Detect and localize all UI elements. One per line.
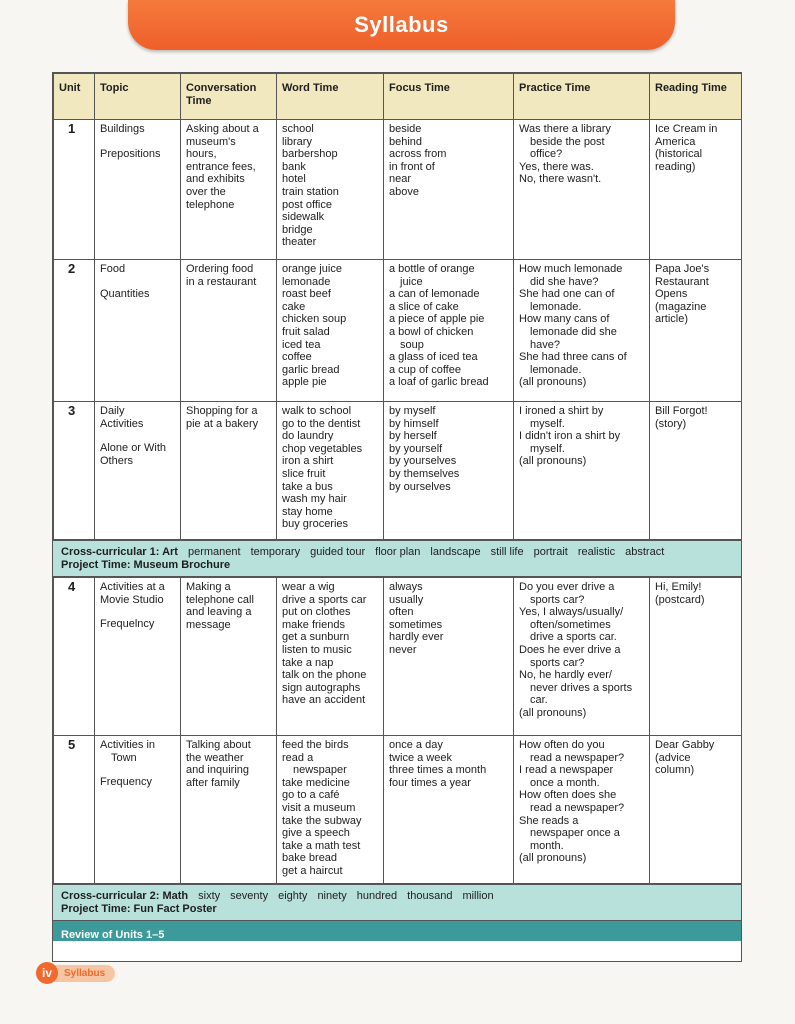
conversation-line: the weather [186, 751, 244, 764]
conversation-line: message [186, 618, 231, 631]
reading-line: America [655, 135, 696, 148]
word-line: go to the dentist [282, 417, 361, 430]
reading-line: Dear Gabby [655, 739, 715, 751]
focus-line: three times a month [389, 764, 487, 777]
conversation-cell [181, 260, 277, 402]
word-cell [277, 736, 384, 884]
word-line: get a sunburn [282, 631, 350, 644]
syllabus-table [52, 72, 742, 962]
cross-curricular-1 [53, 540, 741, 577]
header-topic: Topic [95, 74, 181, 120]
word-line: bake bread [282, 852, 338, 865]
cross2-word: hundred [356, 890, 398, 902]
conversation-line: Ordering food [186, 263, 254, 275]
cross1-word: abstract [625, 546, 665, 558]
reading-line: Bill Forgot! [655, 405, 708, 417]
practice-line: (all pronouns) [519, 852, 587, 865]
header-reading: Reading Time [650, 74, 742, 120]
focus-line: near [389, 173, 412, 186]
conversation-line: pie at a bakery [186, 417, 259, 430]
cross1-words [178, 546, 664, 558]
unit-number: 1 [54, 120, 95, 260]
word-line: theater [282, 236, 317, 249]
reading-cell [650, 736, 742, 884]
footer-label: Syllabus [48, 965, 115, 982]
topic-line: Alone or With [100, 442, 167, 455]
practice-cell [514, 402, 650, 540]
word-line: listen to music [282, 643, 352, 656]
reading-line: Opens [655, 288, 688, 301]
practice-line: beside the post [530, 135, 605, 148]
reading-line: Papa Joe's [655, 263, 710, 275]
focus-cell [384, 578, 514, 736]
reading-cell [650, 120, 742, 260]
focus-cell [384, 736, 514, 884]
practice-line: She had one can of [519, 288, 615, 301]
word-line: hotel [282, 173, 306, 186]
reading-cell [650, 578, 742, 736]
conversation-line: after family [186, 776, 240, 789]
practice-line: lemonade. [530, 363, 582, 376]
word-line: put on clothes [282, 606, 351, 619]
header-focus: Focus Time [384, 74, 514, 120]
practice-line: lemonade. [530, 300, 582, 313]
focus-line: often [389, 606, 414, 619]
conversation-line: Talking about [186, 739, 251, 751]
focus-line: a bottle of orange [389, 263, 475, 275]
focus-line: once a day [389, 739, 443, 751]
word-cell [277, 260, 384, 402]
unit-row [54, 120, 742, 260]
syllabus-grid [53, 73, 742, 540]
focus-line: by yourselves [389, 455, 457, 468]
reading-line: (magazine [655, 300, 707, 313]
word-line: bank [282, 160, 306, 173]
reading-cell [650, 402, 742, 540]
conversation-cell [181, 736, 277, 884]
topic-line: Activities at a [100, 581, 165, 593]
practice-cell [514, 120, 650, 260]
header-conversation: Conversation Time [181, 74, 277, 120]
title-banner [128, 0, 675, 50]
word-line: barbershop [282, 148, 338, 161]
conversation-line: Shopping for a [186, 405, 258, 417]
word-line: school [282, 123, 314, 135]
practice-line: car. [530, 694, 548, 707]
focus-line: a can of lemonade [389, 288, 480, 301]
practice-line: I read a newspaper [519, 764, 614, 777]
cross1-project: Project Time: Museum Brochure [61, 558, 231, 571]
word-line: walk to school [282, 405, 352, 417]
conversation-line: Asking about a [186, 123, 259, 135]
unit-row [54, 736, 742, 884]
header-practice: Practice Time [514, 74, 650, 120]
word-line: take medicine [282, 776, 350, 789]
word-line: take a nap [282, 656, 334, 669]
cross1-word: permanent [187, 546, 241, 558]
practice-line: myself. [530, 417, 565, 430]
conversation-line: and inquiring [186, 764, 249, 777]
practice-line: Yes, there was. [519, 160, 594, 173]
practice-line: (all pronouns) [519, 376, 587, 389]
word-line: coffee [282, 351, 312, 364]
topic-line: Daily [100, 405, 125, 417]
focus-line: hardly ever [389, 631, 444, 644]
page-title: Syllabus [354, 12, 449, 37]
practice-line: I ironed a shirt by [519, 405, 604, 417]
practice-line: never drives a sports [530, 681, 633, 694]
practice-line: lemonade did she [530, 325, 617, 338]
word-line: take the subway [282, 814, 362, 827]
cross2-word: ninety [317, 890, 347, 902]
header-word: Word Time [277, 74, 384, 120]
reading-line: article) [655, 313, 689, 326]
unit-row [54, 578, 742, 736]
unit-row [54, 402, 742, 540]
cross-curricular-2 [53, 884, 741, 921]
cross2-word: thousand [407, 890, 453, 902]
word-line: cake [282, 300, 306, 313]
practice-line: office? [530, 148, 563, 161]
word-line: go to a café [282, 789, 340, 802]
topic-cell [95, 260, 181, 402]
practice-line: sports car? [530, 593, 585, 606]
focus-line: soup [400, 338, 424, 351]
word-line: feed the birds [282, 739, 349, 751]
practice-line: Yes, I always/usually/ [519, 606, 624, 619]
word-line: buy groceries [282, 518, 349, 531]
word-line: bridge [282, 223, 313, 236]
practice-line: sports car? [530, 656, 585, 669]
word-line: chicken soup [282, 313, 347, 326]
cross2-word: sixty [198, 890, 221, 902]
topic-line: Town [111, 751, 137, 764]
practice-line: How often do you [519, 739, 605, 751]
practice-cell [514, 736, 650, 884]
reading-line: (advice [655, 751, 691, 764]
focus-line: by yourself [389, 442, 443, 455]
word-line: orange juice [282, 263, 342, 275]
word-line: stay home [282, 505, 333, 518]
focus-line: a cup of coffee [389, 363, 461, 376]
syllabus-grid-continued [53, 577, 742, 884]
word-line: take a bus [282, 480, 333, 493]
cross2-word: eighty [278, 890, 308, 902]
conversation-line: telephone call [186, 593, 254, 606]
practice-line: She reads a [519, 814, 579, 827]
reading-line: column) [655, 764, 695, 777]
word-line: fruit salad [282, 325, 330, 338]
topic-line: Frequelncy [100, 618, 155, 631]
practice-line: How much lemonade [519, 263, 623, 275]
word-line: slice fruit [282, 467, 326, 480]
cross2-word: seventy [230, 890, 269, 902]
unit-number: 2 [54, 260, 95, 402]
cross2-project: Project Time: Fun Fact Poster [61, 902, 217, 915]
word-line: talk on the phone [282, 669, 367, 682]
reading-line: (story) [655, 417, 687, 430]
topic-line: Activities [100, 417, 144, 430]
review-band: Review of Units 1–5 [53, 921, 741, 941]
word-line: sidewalk [282, 211, 325, 224]
reading-line: (historical [655, 148, 703, 161]
practice-line: (all pronouns) [519, 706, 587, 719]
topic-line: Movie Studio [100, 593, 164, 606]
practice-line: read a newspaper? [530, 751, 625, 764]
focus-line: a piece of apple pie [389, 313, 485, 326]
conversation-cell [181, 578, 277, 736]
word-line: library [282, 135, 312, 148]
word-line: iced tea [282, 338, 321, 351]
focus-cell [384, 402, 514, 540]
conversation-line: and exhibits [186, 173, 245, 186]
focus-line: above [389, 185, 419, 198]
focus-line: sometimes [389, 618, 443, 631]
word-line: wear a wig [282, 581, 335, 593]
word-line: give a speech [282, 827, 350, 840]
practice-line: newspaper once a [530, 827, 620, 840]
practice-line: once a month. [530, 776, 600, 789]
practice-line: have? [530, 338, 560, 351]
word-line: train station [282, 185, 339, 198]
practice-line: Was there a library [519, 123, 611, 135]
cross1-label: Cross-curricular 1: Art [61, 546, 178, 558]
cross1-word: landscape [430, 546, 481, 558]
practice-cell [514, 578, 650, 736]
word-line: read a [282, 751, 314, 764]
reading-line: Restaurant [655, 275, 709, 288]
word-line: do laundry [282, 430, 334, 443]
focus-line: juice [400, 275, 423, 288]
topic-cell [95, 120, 181, 260]
focus-line: a glass of iced tea [389, 351, 478, 364]
conversation-cell [181, 402, 277, 540]
cross2-label: Cross-curricular 2: Math [61, 890, 189, 902]
focus-line: by himself [389, 417, 439, 430]
topic-line: Others [100, 454, 134, 467]
cross1-word: guided tour [310, 546, 366, 558]
word-line: garlic bread [282, 363, 340, 376]
practice-line: drive a sports car. [530, 631, 617, 644]
focus-line: a bowl of chicken [389, 325, 474, 338]
cross2-word: million [462, 890, 494, 902]
topic-line: Buildings [100, 123, 145, 135]
reading-cell [650, 260, 742, 402]
cross1-word: portrait [533, 546, 568, 558]
practice-line: month. [530, 839, 564, 852]
focus-line: a slice of cake [389, 300, 459, 313]
header-unit: Unit [54, 74, 95, 120]
word-cell [277, 402, 384, 540]
conversation-line: telephone [186, 198, 235, 211]
word-cell [277, 120, 384, 260]
practice-line: How many cans of [519, 313, 610, 326]
conversation-line: museum's [186, 135, 236, 148]
practice-line: She had three cans of [519, 351, 627, 364]
focus-line: always [389, 581, 423, 593]
reading-line: (postcard) [655, 593, 705, 606]
focus-cell [384, 120, 514, 260]
focus-line: four times a year [389, 776, 471, 789]
practice-line: Does he ever drive a [519, 643, 621, 656]
focus-line: behind [389, 135, 423, 148]
word-cell [277, 578, 384, 736]
topic-line: Frequency [100, 776, 152, 789]
word-line: get a haircut [282, 864, 343, 877]
word-line: take a math test [282, 839, 361, 852]
page-number: iv [36, 962, 58, 984]
focus-line: across from [389, 148, 447, 161]
word-line: visit a museum [282, 801, 356, 814]
practice-line: myself. [530, 442, 565, 455]
topic-line: Activities in [100, 739, 156, 751]
word-line: apple pie [282, 376, 327, 389]
conversation-cell [181, 120, 277, 260]
focus-line: usually [389, 593, 424, 606]
conversation-line: Making a [186, 581, 231, 593]
topic-line: Prepositions [100, 147, 161, 160]
focus-line: in front of [389, 160, 435, 173]
focus-line: twice a week [389, 751, 452, 764]
conversation-line: entrance fees, [186, 160, 256, 173]
practice-line: I didn't iron a shirt by [519, 430, 621, 443]
focus-line: by ourselves [389, 480, 451, 493]
word-line: make friends [282, 618, 345, 631]
conversation-line: over the [186, 185, 226, 198]
topic-line: Quantities [100, 287, 150, 300]
focus-line: by myself [389, 405, 436, 417]
focus-line: by herself [389, 430, 437, 443]
reading-line: reading) [655, 160, 696, 173]
practice-line: Do you ever drive a [519, 581, 615, 593]
practice-line: No, there wasn't. [519, 173, 602, 186]
word-line: drive a sports car [282, 593, 367, 606]
focus-cell [384, 260, 514, 402]
topic-line: Food [100, 263, 126, 275]
unit-number: 5 [54, 736, 95, 884]
cross1-word: floor plan [375, 546, 421, 558]
conversation-line: and leaving a [186, 606, 252, 619]
practice-line: often/sometimes [530, 618, 611, 631]
cross1-word: temporary [250, 546, 301, 558]
conversation-line: hours, [186, 148, 217, 161]
topic-cell [95, 736, 181, 884]
header-row [54, 74, 742, 120]
word-line: iron a shirt [282, 455, 334, 468]
word-line: roast beef [282, 288, 331, 301]
word-line: wash my hair [282, 493, 347, 506]
word-line: sign autographs [282, 681, 361, 694]
cross1-word: still life [490, 546, 524, 558]
cross1-word: realistic [577, 546, 616, 558]
cross2-words [188, 890, 493, 902]
word-line: newspaper [293, 764, 347, 777]
focus-line: a loaf of garlic bread [389, 376, 489, 389]
topic-cell [95, 578, 181, 736]
unit-row [54, 260, 742, 402]
focus-line: by themselves [389, 467, 460, 480]
practice-cell [514, 260, 650, 402]
practice-line: (all pronouns) [519, 455, 587, 468]
focus-line: never [389, 643, 417, 656]
word-line: lemonade [282, 275, 331, 288]
practice-line: No, he hardly ever/ [519, 669, 612, 682]
word-line: post office [282, 198, 332, 211]
practice-line: How often does she [519, 789, 617, 802]
practice-line: did she have? [530, 275, 599, 288]
word-line: have an accident [282, 694, 366, 707]
focus-line: beside [389, 123, 422, 135]
unit-number: 4 [54, 578, 95, 736]
practice-line: read a newspaper? [530, 801, 625, 814]
word-line: chop vegetables [282, 442, 363, 455]
unit-number: 3 [54, 402, 95, 540]
topic-cell [95, 402, 181, 540]
reading-line: Ice Cream in [655, 123, 718, 135]
page-footer [36, 962, 115, 984]
conversation-line: in a restaurant [186, 275, 257, 288]
reading-line: Hi, Emily! [655, 581, 702, 593]
